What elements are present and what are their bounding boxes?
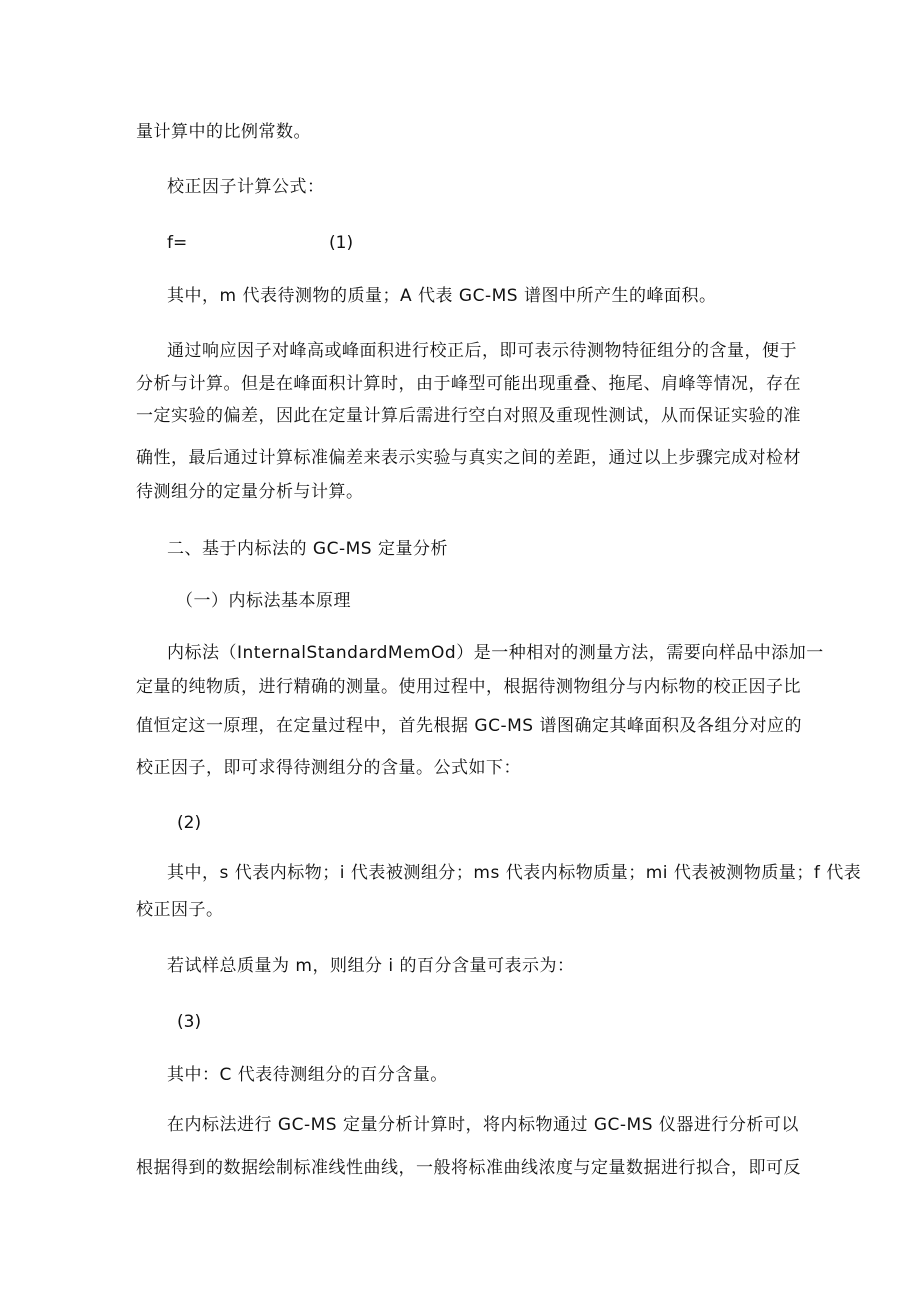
formula1-lhs: f=	[167, 233, 188, 253]
paragraph-line: 根据得到的数据绘制标准线性曲线，一般将标准曲线浓度与定量数据进行拟合，即可反	[136, 1158, 801, 1178]
formula1-intro: 校正因子计算公式：	[167, 177, 325, 197]
formula2-number: (2)	[177, 813, 202, 833]
formula3-note: 其中：C 代表待测组分的百分含量。	[167, 1065, 448, 1085]
formula1-note: 其中，m 代表待测物的质量；A 代表 GC-MS 谱图中所产生的峰面积。	[167, 286, 717, 306]
subsection-heading: （一）内标法基本原理	[176, 591, 351, 611]
paragraph-line: 校正因子。	[136, 900, 224, 920]
paragraph-line: 其中，s 代表内标物；i 代表被测组分；ms 代表内标物质量；mi 代表被测物质量；f 代表	[167, 863, 862, 883]
paragraph-line: 在内标法进行 GC-MS 定量分析计算时，将内标物通过 GC-MS 仪器进行分析可以	[167, 1115, 799, 1135]
paragraph-line: 内标法（InternalStandardMemOd）是一种相对的测量方法，需要向样品中添加一	[167, 643, 824, 663]
paragraph-line: 一定实验的偏差，因此在定量计算后需进行空白对照及重现性测试，从而保证实验的准	[136, 406, 801, 426]
formula1-number: (1)	[329, 233, 354, 253]
paragraph-line: 通过响应因子对峰高或峰面积进行校正后，即可表示待测物特征组分的含量，便于	[167, 341, 797, 361]
formula3-number: (3)	[177, 1012, 202, 1032]
paragraph-line: 校正因子，即可求得待测组分的含量。公式如下：	[136, 758, 521, 778]
paragraph-line: 分析与计算。但是在峰面积计算时，由于峰型可能出现重叠、拖尾、肩峰等情况，存在	[136, 374, 801, 394]
section-heading: 二、基于内标法的 GC-MS 定量分析	[167, 539, 448, 559]
paragraph-continuation: 量计算中的比例常数。	[136, 122, 311, 142]
paragraph-line: 定量的纯物质，进行精确的测量。使用过程中，根据待测物组分与内标物的校正因子比	[136, 677, 801, 697]
paragraph-line: 确性，最后通过计算标准偏差来表示实验与真实之间的差距，通过以上步骤完成对检材	[136, 448, 801, 468]
percent-content-intro: 若试样总质量为 m，则组分 i 的百分含量可表示为：	[167, 956, 575, 976]
paragraph-line: 值恒定这一原理，在定量过程中，首先根据 GC-MS 谱图确定其峰面积及各组分对应的	[136, 716, 802, 736]
paragraph-line: 待测组分的定量分析与计算。	[136, 482, 364, 502]
